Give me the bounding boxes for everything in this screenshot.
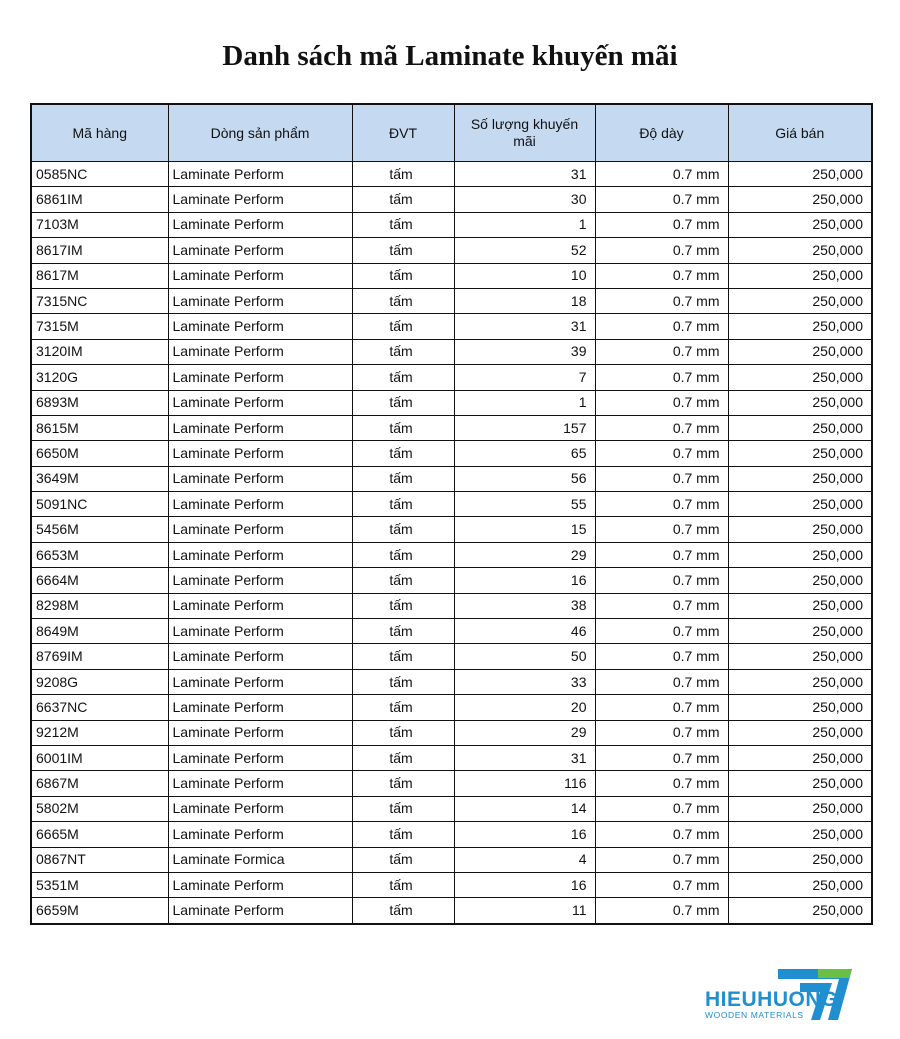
cell-do-day: 0.7 mm [595, 162, 728, 187]
cell-gia-ban: 250,000 [728, 720, 872, 745]
cell-dong-san-pham: Laminate Perform [168, 771, 352, 796]
cell-dvt: tấm [352, 619, 454, 644]
cell-do-day: 0.7 mm [595, 796, 728, 821]
cell-so-luong: 10 [454, 263, 595, 288]
cell-do-day: 0.7 mm [595, 898, 728, 924]
cell-dong-san-pham: Laminate Perform [168, 644, 352, 669]
cell-gia-ban: 250,000 [728, 339, 872, 364]
table-row [31, 339, 872, 364]
cell-dvt: tấm [352, 288, 454, 313]
cell-dvt: tấm [352, 415, 454, 440]
cell-dong-san-pham: Laminate Perform [168, 415, 352, 440]
table-row [31, 568, 872, 593]
cell-do-day: 0.7 mm [595, 212, 728, 237]
table-row [31, 390, 872, 415]
cell-dong-san-pham: Laminate Perform [168, 619, 352, 644]
cell-dong-san-pham: Laminate Perform [168, 314, 352, 339]
cell-dong-san-pham: Laminate Perform [168, 822, 352, 847]
cell-dong-san-pham: Laminate Perform [168, 568, 352, 593]
logo-brand: HIEUHUONG [705, 988, 838, 1011]
cell-dvt: tấm [352, 568, 454, 593]
cell-do-day: 0.7 mm [595, 415, 728, 440]
cell-do-day: 0.7 mm [595, 619, 728, 644]
table-row [31, 415, 872, 440]
cell-gia-ban: 250,000 [728, 796, 872, 821]
header-gia-ban: Giá bán [728, 104, 872, 162]
cell-do-day: 0.7 mm [595, 441, 728, 466]
table-row [31, 314, 872, 339]
cell-ma-hang: 3120G [31, 365, 168, 390]
cell-do-day: 0.7 mm [595, 568, 728, 593]
cell-gia-ban: 250,000 [728, 390, 872, 415]
cell-so-luong: 30 [454, 187, 595, 212]
logo-text [705, 990, 838, 1020]
table-row [31, 644, 872, 669]
cell-do-day: 0.7 mm [595, 872, 728, 897]
table-row [31, 492, 872, 517]
cell-dvt: tấm [352, 441, 454, 466]
table-row [31, 517, 872, 542]
cell-dvt: tấm [352, 847, 454, 872]
cell-so-luong: 46 [454, 619, 595, 644]
cell-ma-hang: 9208G [31, 669, 168, 694]
cell-dvt: tấm [352, 669, 454, 694]
cell-ma-hang: 8649M [31, 619, 168, 644]
cell-ma-hang: 6653M [31, 542, 168, 567]
cell-so-luong: 31 [454, 745, 595, 770]
cell-so-luong: 33 [454, 669, 595, 694]
logo-tagline: WOODEN MATERIALS [705, 1010, 804, 1020]
cell-ma-hang: 8769IM [31, 644, 168, 669]
cell-do-day: 0.7 mm [595, 492, 728, 517]
cell-dvt: tấm [352, 542, 454, 567]
cell-ma-hang: 5091NC [31, 492, 168, 517]
cell-dvt: tấm [352, 365, 454, 390]
table-row [31, 187, 872, 212]
cell-so-luong: 14 [454, 796, 595, 821]
cell-do-day: 0.7 mm [595, 187, 728, 212]
header-dvt: ĐVT [352, 104, 454, 162]
cell-gia-ban: 250,000 [728, 644, 872, 669]
cell-dvt: tấm [352, 492, 454, 517]
cell-so-luong: 16 [454, 872, 595, 897]
header-do-day: Độ dày [595, 104, 728, 162]
cell-do-day: 0.7 mm [595, 822, 728, 847]
cell-so-luong: 7 [454, 365, 595, 390]
cell-dong-san-pham: Laminate Perform [168, 187, 352, 212]
cell-so-luong: 50 [454, 644, 595, 669]
table-row [31, 695, 872, 720]
cell-dvt: tấm [352, 720, 454, 745]
cell-ma-hang: 8615M [31, 415, 168, 440]
cell-dong-san-pham: Laminate Perform [168, 492, 352, 517]
cell-gia-ban: 250,000 [728, 847, 872, 872]
cell-do-day: 0.7 mm [595, 314, 728, 339]
cell-do-day: 0.7 mm [595, 593, 728, 618]
cell-dong-san-pham: Laminate Perform [168, 542, 352, 567]
table-header-row [31, 104, 872, 162]
cell-gia-ban: 250,000 [728, 568, 872, 593]
cell-dong-san-pham: Laminate Perform [168, 365, 352, 390]
cell-so-luong: 55 [454, 492, 595, 517]
cell-dvt: tấm [352, 644, 454, 669]
cell-so-luong: 16 [454, 568, 595, 593]
cell-gia-ban: 250,000 [728, 187, 872, 212]
cell-dong-san-pham: Laminate Perform [168, 517, 352, 542]
cell-gia-ban: 250,000 [728, 441, 872, 466]
cell-gia-ban: 250,000 [728, 669, 872, 694]
cell-dvt: tấm [352, 263, 454, 288]
cell-so-luong: 52 [454, 238, 595, 263]
cell-dong-san-pham: Laminate Perform [168, 466, 352, 491]
cell-so-luong: 31 [454, 162, 595, 187]
cell-ma-hang: 8298M [31, 593, 168, 618]
cell-ma-hang: 0585NC [31, 162, 168, 187]
cell-gia-ban: 250,000 [728, 745, 872, 770]
cell-so-luong: 1 [454, 212, 595, 237]
cell-dvt: tấm [352, 771, 454, 796]
cell-so-luong: 18 [454, 288, 595, 313]
cell-so-luong: 56 [454, 466, 595, 491]
cell-gia-ban: 250,000 [728, 162, 872, 187]
cell-gia-ban: 250,000 [728, 771, 872, 796]
cell-ma-hang: 8617M [31, 263, 168, 288]
cell-dvt: tấm [352, 466, 454, 491]
cell-dong-san-pham: Laminate Perform [168, 212, 352, 237]
cell-do-day: 0.7 mm [595, 466, 728, 491]
cell-do-day: 0.7 mm [595, 238, 728, 263]
cell-so-luong: 38 [454, 593, 595, 618]
cell-ma-hang: 0867NT [31, 847, 168, 872]
cell-so-luong: 1 [454, 390, 595, 415]
table-row [31, 288, 872, 313]
cell-ma-hang: 7315M [31, 314, 168, 339]
cell-so-luong: 116 [454, 771, 595, 796]
cell-dong-san-pham: Laminate Perform [168, 288, 352, 313]
cell-do-day: 0.7 mm [595, 542, 728, 567]
cell-so-luong: 39 [454, 339, 595, 364]
cell-gia-ban: 250,000 [728, 872, 872, 897]
cell-dvt: tấm [352, 187, 454, 212]
cell-dong-san-pham: Laminate Perform [168, 593, 352, 618]
cell-dong-san-pham: Laminate Perform [168, 796, 352, 821]
cell-gia-ban: 250,000 [728, 542, 872, 567]
cell-so-luong: 20 [454, 695, 595, 720]
cell-do-day: 0.7 mm [595, 288, 728, 313]
cell-gia-ban: 250,000 [728, 695, 872, 720]
page-title: Danh sách mã Laminate khuyến mãi [222, 40, 678, 72]
cell-ma-hang: 5802M [31, 796, 168, 821]
table-row [31, 542, 872, 567]
cell-dvt: tấm [352, 822, 454, 847]
cell-do-day: 0.7 mm [595, 669, 728, 694]
cell-dong-san-pham: Laminate Perform [168, 898, 352, 924]
table-row [31, 745, 872, 770]
cell-so-luong: 29 [454, 542, 595, 567]
cell-dvt: tấm [352, 339, 454, 364]
table-row [31, 238, 872, 263]
cell-dvt: tấm [352, 695, 454, 720]
cell-dvt: tấm [352, 898, 454, 924]
cell-ma-hang: 6665M [31, 822, 168, 847]
cell-dong-san-pham: Laminate Perform [168, 339, 352, 364]
cell-gia-ban: 250,000 [728, 288, 872, 313]
table-row [31, 162, 872, 187]
cell-dvt: tấm [352, 162, 454, 187]
table-row [31, 847, 872, 872]
cell-dong-san-pham: Laminate Perform [168, 669, 352, 694]
header-ma-hang: Mã hàng [31, 104, 168, 162]
cell-dvt: tấm [352, 796, 454, 821]
cell-ma-hang: 8617IM [31, 238, 168, 263]
cell-ma-hang: 6637NC [31, 695, 168, 720]
header-dong-san-pham: Dòng sản phẩm [168, 104, 352, 162]
cell-so-luong: 11 [454, 898, 595, 924]
cell-gia-ban: 250,000 [728, 466, 872, 491]
cell-gia-ban: 250,000 [728, 314, 872, 339]
table-row [31, 669, 872, 694]
cell-do-day: 0.7 mm [595, 390, 728, 415]
cell-do-day: 0.7 mm [595, 695, 728, 720]
cell-ma-hang: 9212M [31, 720, 168, 745]
cell-gia-ban: 250,000 [728, 238, 872, 263]
cell-dvt: tấm [352, 314, 454, 339]
cell-dong-san-pham: Laminate Perform [168, 441, 352, 466]
cell-ma-hang: 6893M [31, 390, 168, 415]
cell-gia-ban: 250,000 [728, 517, 872, 542]
cell-dong-san-pham: Laminate Perform [168, 720, 352, 745]
table-row [31, 872, 872, 897]
cell-ma-hang: 6659M [31, 898, 168, 924]
cell-ma-hang: 6001IM [31, 745, 168, 770]
table-row [31, 593, 872, 618]
cell-ma-hang: 6867M [31, 771, 168, 796]
cell-dong-san-pham: Laminate Perform [168, 872, 352, 897]
cell-gia-ban: 250,000 [728, 593, 872, 618]
cell-dong-san-pham: Laminate Perform [168, 745, 352, 770]
cell-so-luong: 4 [454, 847, 595, 872]
table-row [31, 619, 872, 644]
cell-gia-ban: 250,000 [728, 212, 872, 237]
cell-so-luong: 15 [454, 517, 595, 542]
cell-ma-hang: 3120IM [31, 339, 168, 364]
cell-dong-san-pham: Laminate Perform [168, 238, 352, 263]
table-row [31, 365, 872, 390]
cell-ma-hang: 5351M [31, 872, 168, 897]
cell-ma-hang: 6664M [31, 568, 168, 593]
cell-ma-hang: 7103M [31, 212, 168, 237]
cell-gia-ban: 250,000 [728, 365, 872, 390]
cell-so-luong: 29 [454, 720, 595, 745]
cell-dvt: tấm [352, 745, 454, 770]
cell-gia-ban: 250,000 [728, 619, 872, 644]
cell-dvt: tấm [352, 390, 454, 415]
cell-do-day: 0.7 mm [595, 517, 728, 542]
cell-so-luong: 31 [454, 314, 595, 339]
cell-do-day: 0.7 mm [595, 847, 728, 872]
cell-dong-san-pham: Laminate Perform [168, 162, 352, 187]
cell-ma-hang: 3649M [31, 466, 168, 491]
cell-dvt: tấm [352, 517, 454, 542]
cell-do-day: 0.7 mm [595, 365, 728, 390]
header-so-luong: Số lượng khuyến mãi [454, 104, 595, 162]
cell-ma-hang: 5456M [31, 517, 168, 542]
cell-gia-ban: 250,000 [728, 263, 872, 288]
cell-gia-ban: 250,000 [728, 898, 872, 924]
cell-gia-ban: 250,000 [728, 492, 872, 517]
table-row [31, 898, 872, 924]
cell-so-luong: 157 [454, 415, 595, 440]
cell-do-day: 0.7 mm [595, 771, 728, 796]
cell-do-day: 0.7 mm [595, 339, 728, 364]
cell-do-day: 0.7 mm [595, 644, 728, 669]
cell-dong-san-pham: Laminate Perform [168, 263, 352, 288]
cell-gia-ban: 250,000 [728, 822, 872, 847]
table-row [31, 822, 872, 847]
cell-dvt: tấm [352, 872, 454, 897]
cell-do-day: 0.7 mm [595, 745, 728, 770]
cell-so-luong: 65 [454, 441, 595, 466]
cell-ma-hang: 6650M [31, 441, 168, 466]
cell-do-day: 0.7 mm [595, 263, 728, 288]
cell-dvt: tấm [352, 212, 454, 237]
table-row [31, 466, 872, 491]
promo-table [30, 103, 873, 925]
cell-dong-san-pham: Laminate Formica [168, 847, 352, 872]
table-row [31, 720, 872, 745]
table-row [31, 796, 872, 821]
cell-dvt: tấm [352, 593, 454, 618]
table-row [31, 771, 872, 796]
cell-dong-san-pham: Laminate Perform [168, 695, 352, 720]
table-row [31, 441, 872, 466]
logo-stripe-green [818, 969, 852, 978]
cell-gia-ban: 250,000 [728, 415, 872, 440]
cell-ma-hang: 6861IM [31, 187, 168, 212]
cell-dvt: tấm [352, 238, 454, 263]
cell-so-luong: 16 [454, 822, 595, 847]
cell-do-day: 0.7 mm [595, 720, 728, 745]
table-row [31, 212, 872, 237]
table-row [31, 263, 872, 288]
cell-ma-hang: 7315NC [31, 288, 168, 313]
cell-dong-san-pham: Laminate Perform [168, 390, 352, 415]
